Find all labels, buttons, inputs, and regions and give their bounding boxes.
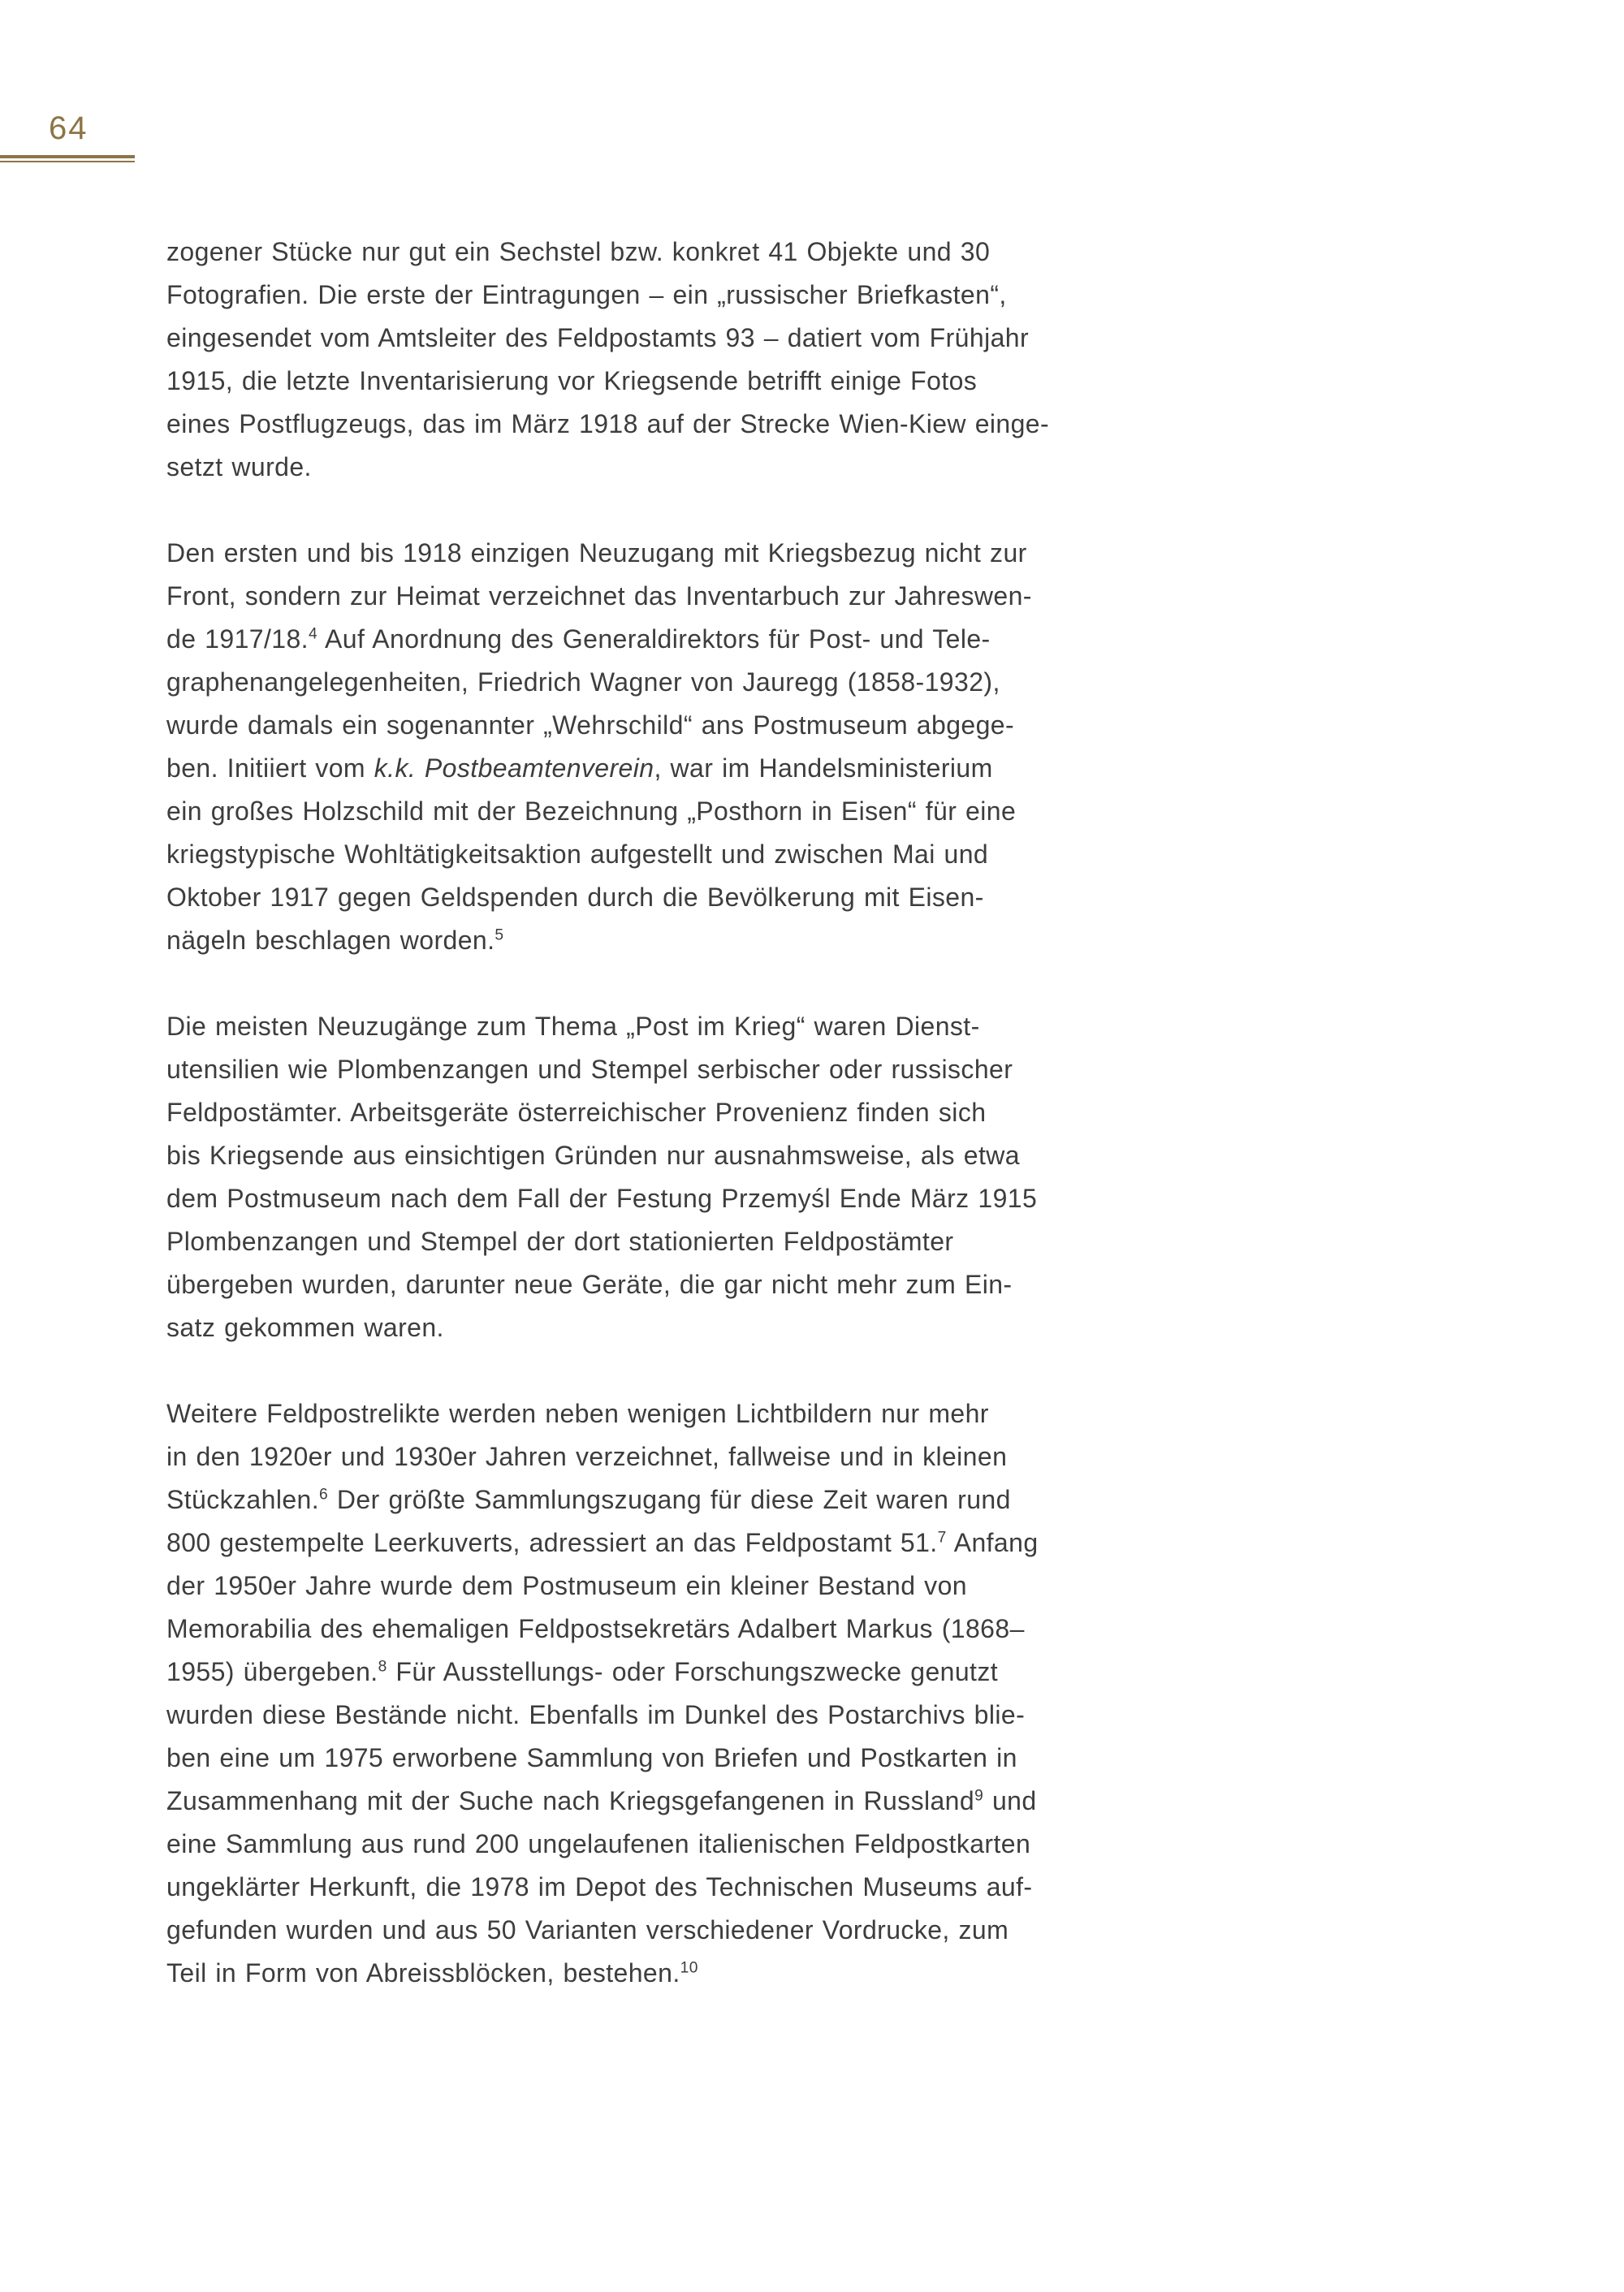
- text-line: ein großes Holzschild mit der Bezeichnung „Posthorn in Eisen“ für eine: [166, 796, 1017, 826]
- text-line: eine Sammlung aus rund 200 ungelaufenen italienischen Feldpostkarten: [166, 1829, 1031, 1858]
- text-line: Teil in Form von Abreissblöcken, bestehen.$^{10}$: [166, 1958, 698, 1988]
- text-line: ben. Initiiert vom k.k. Postbeamtenverein, war im Handelsministerium: [166, 753, 993, 783]
- text-line: 1955) übergeben.$^8$ Für Ausstellungs- oder Forschungszwecke genutzt: [166, 1657, 999, 1686]
- body-text: [166, 231, 1320, 2038]
- text-line: eingesendet vom Amtsleiter des Feldpostamts 93 – datiert vom Frühjahr: [166, 323, 1030, 352]
- text-line: zogener Stücke nur gut ein Sechstel bzw. konkret 41 Objekte und 30: [166, 237, 991, 266]
- text-line: gefunden wurden und aus 50 Varianten verschiedener Vordrucke, zum: [166, 1915, 1009, 1945]
- paragraph: [166, 1005, 1320, 1349]
- text-line: Front, sondern zur Heimat verzeichnet das Inventarbuch zur Jahreswen-: [166, 581, 1032, 611]
- text-line: Weitere Feldpostrelikte werden neben wenigen Lichtbildern nur mehr: [166, 1399, 989, 1428]
- text-line: wurde damals ein sogenannter „Wehrschild“ ans Postmuseum abgege-: [166, 710, 1015, 740]
- text-line: ben eine um 1975 erworbene Sammlung von Briefen und Postkarten in: [166, 1743, 1017, 1772]
- text-line: nägeln beschlagen worden.$^5$: [166, 926, 504, 955]
- paragraph: [166, 1392, 1320, 1995]
- text-line: 1915, die letzte Inventarisierung vor Kriegsende betrifft einige Fotos: [166, 366, 978, 395]
- text-line: Fotografien. Die erste der Eintragungen – ein „russischer Briefkasten“,: [166, 280, 1007, 309]
- paragraph: [166, 532, 1320, 962]
- text-line: setzt wurde.: [166, 452, 312, 481]
- text-line: der 1950er Jahre wurde dem Postmuseum ein kleiner Bestand von: [166, 1571, 967, 1600]
- text-line: eines Postflugzeugs, das im März 1918 auf der Strecke Wien-Kiew einge-: [166, 409, 1050, 438]
- text-line: satz gekommen waren.: [166, 1313, 444, 1342]
- text-line: Oktober 1917 gegen Geldspenden durch die Bevölkerung mit Eisen-: [166, 883, 984, 912]
- page-number: 64: [49, 110, 89, 146]
- text-line: ungeklärter Herkunft, die 1978 im Depot des Technischen Museums auf-: [166, 1872, 1033, 1901]
- text-line: utensilien wie Plombenzangen und Stempel serbischer oder russischer: [166, 1055, 1013, 1084]
- text-line: Plombenzangen und Stempel der dort stationierten Feldpostämter: [166, 1227, 954, 1256]
- paragraph: [166, 231, 1320, 489]
- text-line: Stückzahlen.$^6$ Der größte Sammlungszugang für diese Zeit waren rund: [166, 1485, 1011, 1514]
- text-line: Zusammenhang mit der Suche nach Kriegsgefangenen in Russland$^9$ und: [166, 1786, 1037, 1815]
- header-rule: [0, 155, 135, 162]
- text-line: in den 1920er und 1930er Jahren verzeichnet, fallweise und in kleinen: [166, 1442, 1008, 1471]
- text-line: dem Postmuseum nach dem Fall der Festung Przemyśl Ende März 1915: [166, 1184, 1038, 1213]
- text-line: übergeben wurden, darunter neue Geräte, die gar nicht mehr zum Ein-: [166, 1270, 1013, 1299]
- text-line: kriegstypische Wohltätigkeitsaktion aufgestellt und zwischen Mai und: [166, 840, 989, 869]
- text-line: graphenangelegenheiten, Friedrich Wagner von Jauregg (1858-1932),: [166, 667, 1000, 697]
- text-line: Feldpostämter. Arbeitsgeräte österreichischer Provenienz finden sich: [166, 1098, 987, 1127]
- text-line: bis Kriegsende aus einsichtigen Gründen nur ausnahmsweise, als etwa: [166, 1141, 1020, 1170]
- text-line: de 1917/18.$^4$ Auf Anordnung des Generaldirektors für Post- und Tele-: [166, 624, 991, 654]
- text-line: Memorabilia des ehemaligen Feldpostsekretärs Adalbert Markus (1868–: [166, 1614, 1025, 1643]
- text-line: wurden diese Bestände nicht. Ebenfalls im Dunkel des Postarchivs blie-: [166, 1700, 1026, 1729]
- text-line: Die meisten Neuzugänge zum Thema „Post im Krieg“ waren Dienst-: [166, 1012, 980, 1041]
- text-line: Den ersten und bis 1918 einzigen Neuzugang mit Kriegsbezug nicht zur: [166, 538, 1027, 568]
- text-line: 800 gestempelte Leerkuverts, adressiert an das Feldpostamt 51.$^7$ Anfang: [166, 1528, 1039, 1557]
